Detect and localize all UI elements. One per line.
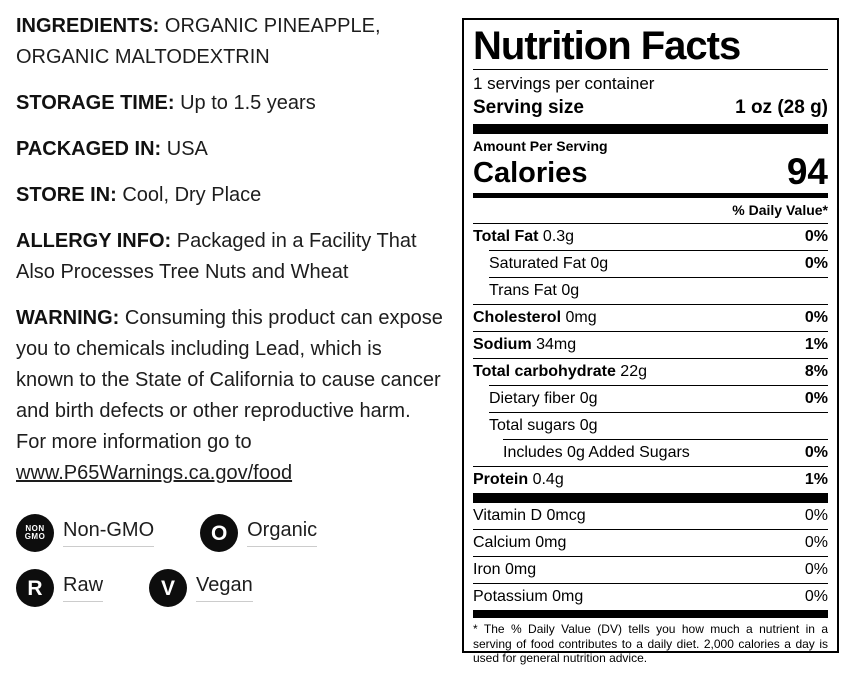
calories-label: Calories xyxy=(473,157,588,189)
product-info-sections xyxy=(16,11,444,489)
nutrient-amount: 0mg xyxy=(561,309,597,326)
daily-value-percent: 0% xyxy=(804,534,828,551)
nutrition-row xyxy=(473,223,828,250)
info-section-label: WARNING: xyxy=(16,307,120,329)
nutrient-name-amount xyxy=(473,335,576,355)
info-section-text: Cool, Dry Place xyxy=(116,184,262,206)
servings-per-container: 1 servings per container xyxy=(473,74,655,93)
nutrition-row xyxy=(473,529,828,556)
info-section-text: ORGANIC PINEAPPLE, ORGANIC MALTODEXTRIN xyxy=(16,15,381,68)
info-section xyxy=(16,303,444,489)
nutrient-name-amount xyxy=(489,389,598,409)
nutrition-row xyxy=(473,358,828,385)
nutrient-name: Trans Fat xyxy=(489,282,557,299)
info-section-text: Consuming this product can expose you to chemicals including Lead, which is known to the State of California to cause cancer and birth defects or other reproductive harm. For more information go to xyxy=(16,307,443,453)
nutrient-amount: 0g xyxy=(575,390,598,407)
info-section xyxy=(16,88,444,119)
nutrient-amount: 0mcg xyxy=(542,507,586,524)
nutrient-name: Calcium xyxy=(473,534,531,551)
nutrition-row xyxy=(473,583,828,610)
badge-label-raw[interactable]: Raw xyxy=(63,574,103,602)
serving-size-value: 1 oz (28 g) xyxy=(735,97,828,118)
raw-icon xyxy=(16,569,54,607)
badge-icon-letter: R xyxy=(27,576,43,600)
nutrient-amount: 0g xyxy=(585,255,609,272)
vitamin-rows xyxy=(473,503,828,610)
nutrient-name: Total Fat xyxy=(473,228,539,245)
badge-vegan xyxy=(149,569,253,607)
info-section xyxy=(16,180,444,211)
nutrient-name-amount xyxy=(473,587,583,607)
daily-value-percent: 0% xyxy=(804,255,828,272)
badge-icon-letter: O xyxy=(210,521,228,545)
nutrient-amount: 0mg xyxy=(530,534,567,551)
nutrient-name-amount xyxy=(473,227,574,247)
nutrient-name: Protein xyxy=(473,471,529,488)
daily-value-percent: 0% xyxy=(804,228,828,245)
nutrient-name: Vitamin D xyxy=(473,507,543,524)
nutrient-amount: 0.3g xyxy=(538,228,575,245)
nutrition-row xyxy=(489,277,828,304)
badge-row xyxy=(16,569,444,607)
thick-separator xyxy=(473,610,828,618)
daily-value-percent: 0% xyxy=(804,561,828,578)
nutrient-name: Dietary fiber xyxy=(489,390,576,407)
nutrient-amount: 0.4g xyxy=(528,471,564,488)
nutrient-name: Total sugars xyxy=(489,417,576,434)
badge-organic xyxy=(200,514,317,552)
thick-separator xyxy=(473,124,828,134)
nutrient-name: Potassium xyxy=(473,588,548,605)
nutrient-name: Includes 0g Added Sugars xyxy=(503,444,690,461)
divider xyxy=(473,69,828,70)
daily-value-footnote: * The % Daily Value (DV) tells you how much a nutrient in a serving of food contributes to a daily diet. 2,000 calories a day is used for general nutrition advice. xyxy=(473,622,828,665)
info-section xyxy=(16,11,444,73)
info-section-label: INGREDIENTS: xyxy=(16,15,160,37)
vegan-icon xyxy=(149,569,187,607)
badge-label-non-gmo[interactable]: Non-GMO xyxy=(63,519,154,547)
product-details-column xyxy=(16,11,444,624)
nutrition-row xyxy=(473,331,828,358)
info-section-label: PACKAGED IN: xyxy=(16,138,162,160)
badge-non-gmo xyxy=(16,514,154,552)
amount-per-serving-label: Amount Per Serving xyxy=(473,138,608,154)
nutrient-name: Iron xyxy=(473,561,501,578)
daily-value-percent: 1% xyxy=(804,336,828,353)
nutrition-row xyxy=(473,304,828,331)
serving-size-row xyxy=(473,95,828,124)
calories-value: 94 xyxy=(786,151,828,192)
nutrition-row xyxy=(473,556,828,583)
nutrition-facts-panel xyxy=(462,18,839,665)
nutrition-row xyxy=(489,412,828,439)
nutrition-row xyxy=(489,250,828,277)
badge-raw xyxy=(16,569,103,607)
daily-value-percent: 0% xyxy=(804,390,828,407)
daily-value-percent: 8% xyxy=(804,363,828,380)
nutrient-amount: 34mg xyxy=(531,336,577,353)
info-section-text: Up to 1.5 years xyxy=(174,92,316,114)
daily-value-header: % Daily Value* xyxy=(732,202,828,218)
nutrient-name-amount xyxy=(489,416,598,436)
badge-label-organic[interactable]: Organic xyxy=(247,519,317,547)
nutrition-row xyxy=(503,439,828,466)
p65-warnings-link[interactable]: www.P65Warnings.ca.gov/food xyxy=(16,462,293,484)
info-section xyxy=(16,134,444,165)
daily-value-percent: 1% xyxy=(804,471,828,488)
badge-row xyxy=(16,514,444,552)
nutrient-name: Cholesterol xyxy=(473,309,562,326)
nutrient-amount: 0g xyxy=(575,417,598,434)
nutrient-name: Sodium xyxy=(473,336,532,353)
badge-icon-letter: V xyxy=(161,576,176,600)
nutrient-rows xyxy=(473,223,828,493)
nutrient-name: Saturated Fat xyxy=(489,255,586,272)
nutrient-name-amount xyxy=(473,560,536,580)
nutrient-name-amount xyxy=(473,308,597,328)
thick-separator xyxy=(473,493,828,503)
nutrient-amount: 22g xyxy=(615,363,647,380)
nutrient-name-amount xyxy=(473,470,564,490)
badge-icon-text: NON GMO xyxy=(24,523,46,541)
nutrition-row xyxy=(473,466,828,493)
info-section-text: USA xyxy=(161,138,208,160)
info-section xyxy=(16,226,444,288)
nutrient-name-amount xyxy=(503,443,690,463)
daily-value-percent: 0% xyxy=(804,309,828,326)
nutrient-amount: 0mg xyxy=(500,561,537,578)
serving-size-label: Serving size xyxy=(473,97,584,118)
info-section-text: Packaged in a Facility That Also Processes Tree Nuts and Wheat xyxy=(16,230,417,283)
organic-icon xyxy=(200,514,238,552)
calories-row xyxy=(473,151,828,193)
non-gmo-icon xyxy=(16,514,54,552)
daily-value-percent: 0% xyxy=(804,588,828,605)
nutrition-row xyxy=(489,385,828,412)
nutrition-facts-title: Nutrition Facts xyxy=(473,24,741,68)
badge-label-vegan[interactable]: Vegan xyxy=(196,574,253,602)
nutrient-name-amount xyxy=(489,254,608,274)
certification-badges xyxy=(16,514,444,607)
nutrient-name-amount xyxy=(473,533,566,553)
nutrient-name-amount xyxy=(489,281,579,301)
info-section-label: ALLERGY INFO: xyxy=(16,230,172,252)
nutrient-amount: 0mg xyxy=(547,588,584,605)
daily-value-percent: 0% xyxy=(804,507,828,524)
info-section-label: STORE IN: xyxy=(16,184,117,206)
info-section-label: STORAGE TIME: xyxy=(16,92,175,114)
nutrition-row xyxy=(473,503,828,529)
nutrient-amount: 0g xyxy=(556,282,580,299)
daily-value-percent: 0% xyxy=(804,444,828,461)
nutrient-name-amount xyxy=(473,362,647,382)
nutrient-name-amount xyxy=(473,506,586,526)
nutrient-name: Total carbohydrate xyxy=(473,363,616,380)
